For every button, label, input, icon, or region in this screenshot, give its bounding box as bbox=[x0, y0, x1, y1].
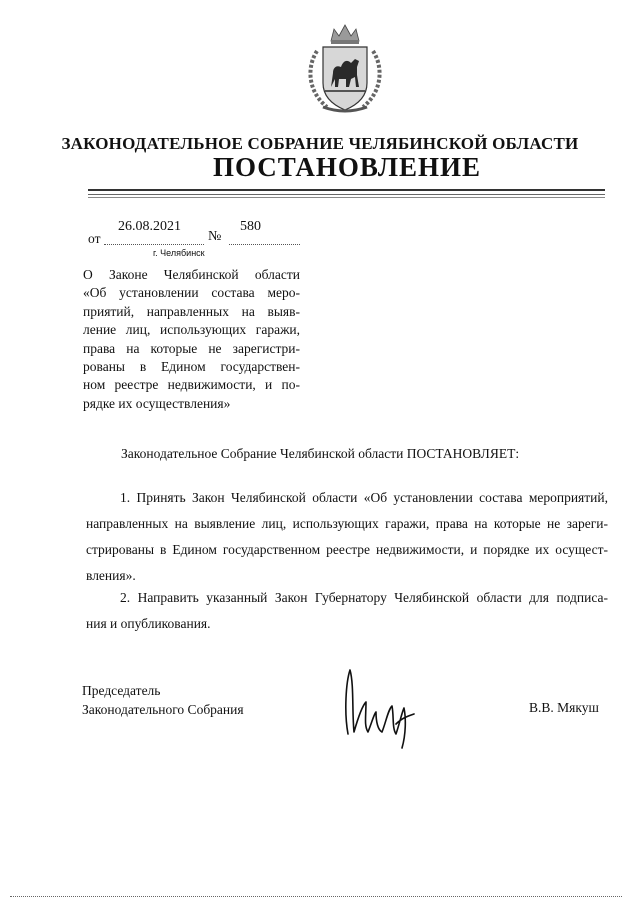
signer-title-line: Председатель bbox=[82, 683, 161, 698]
organization-name: ЗАКОНОДАТЕЛЬНОЕ СОБРАНИЕ ЧЕЛЯБИНСКОЙ ОБЛАСТИ bbox=[61, 134, 579, 153]
coat-of-arms-emblem bbox=[301, 21, 389, 115]
number-prefix: № bbox=[208, 229, 222, 244]
document-city: г. Челябинск bbox=[153, 248, 205, 258]
number-underline bbox=[229, 244, 300, 245]
document-number: 580 bbox=[240, 219, 261, 234]
date-underline bbox=[104, 244, 204, 245]
paragraph-line: вления». bbox=[86, 568, 136, 583]
subject-line: ном реестре недвижимости, и по- bbox=[83, 377, 300, 393]
subject-line: О Законе Челябинской области bbox=[83, 267, 300, 282]
signer-title-line: Законодательного Собрания bbox=[82, 702, 244, 717]
date-prefix: от bbox=[88, 231, 101, 246]
handwritten-signature bbox=[336, 662, 420, 756]
header-divider-thick bbox=[88, 189, 605, 191]
paragraph-line: направленных на выявление лиц, использующих гаражи, права на которые не зареги- bbox=[86, 516, 608, 531]
document-type-title: ПОСТАНОВЛЕНИЕ bbox=[212, 152, 482, 182]
paragraph-line: стрированы в Едином государственном реестре недвижимости, и порядке их осущест- bbox=[86, 542, 608, 557]
subject-line: приятий, направленных на выяв- bbox=[83, 303, 300, 319]
header-divider-thin bbox=[88, 194, 605, 195]
subject-line: права на которые не зарегистри- bbox=[83, 340, 300, 356]
resolution-item-2 bbox=[86, 585, 608, 637]
subject-line: «Об установлении состава меро- bbox=[83, 285, 300, 301]
preamble: Законодательное Собрание Челябинской области ПОСТАНОВЛЯЕТ: bbox=[121, 446, 520, 461]
paragraph-line: ния и опубликования. bbox=[86, 616, 211, 631]
subject-line: ление лиц, использующих гаражи, bbox=[83, 322, 300, 338]
header-divider-thin-2 bbox=[88, 197, 605, 198]
document-date: 26.08.2021 bbox=[118, 219, 181, 234]
signer-name: В.В. Мякуш bbox=[529, 700, 599, 715]
paragraph-line: 1. Принять Закон Челябинской области «Об установлении состава мероприятий, bbox=[120, 490, 608, 505]
resolution-item-1 bbox=[86, 485, 608, 589]
footer-divider bbox=[10, 896, 622, 897]
document-subject bbox=[83, 266, 300, 413]
paragraph-line: 2. Направить указанный Закон Губернатору Челябинской области для подписа- bbox=[120, 590, 608, 605]
subject-line: рованы в Едином государствен- bbox=[83, 359, 300, 375]
subject-line: рядке их осуществления» bbox=[83, 395, 231, 411]
signer-title bbox=[82, 681, 244, 719]
